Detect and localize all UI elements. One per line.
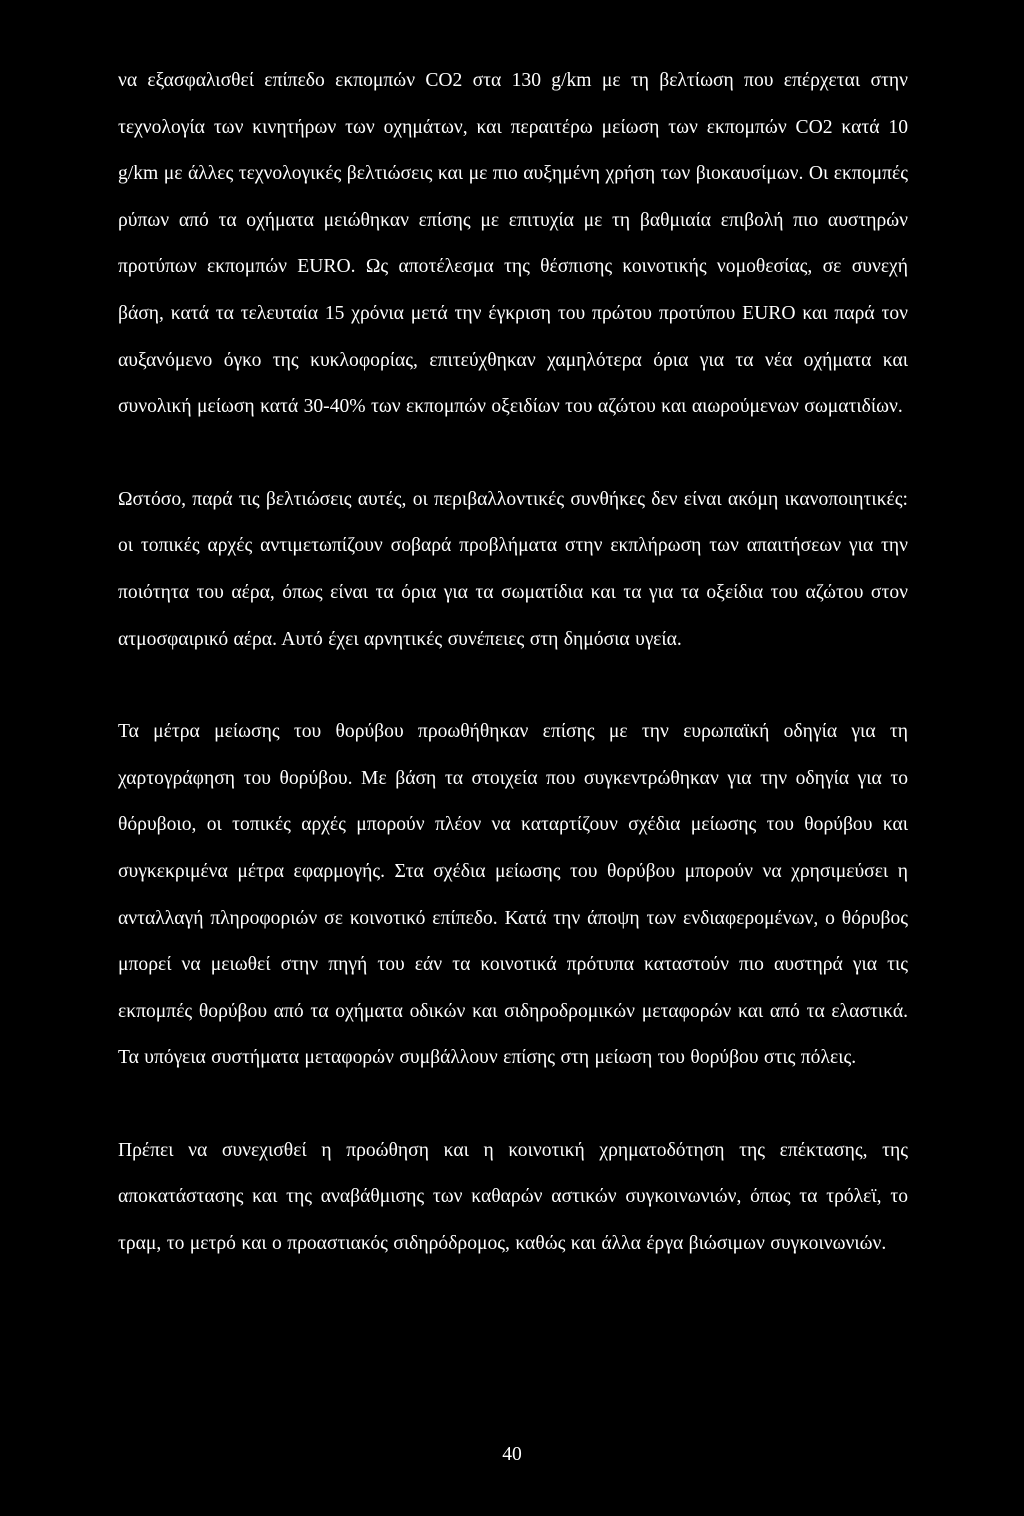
paragraph-noise: Τα μέτρα μείωσης του θορύβου προωθήθηκαν επίσης με την ευρωπαϊκή οδηγία για τη χαρτογράφηση του θορύβου. Με βάση τα στοιχεία που συγκεντρώθηκαν για την οδηγία για το θόρυβοιο, οι τοπικές αρχές μπορούν πλέον να καταρτίζουν σχέδια μείωσης του θορύβου και συγκεκριμένα μέτρα εφαρμογής. Στα σχέδια μείωσης του θορύβου μπορούν να χρησιμεύσει η ανταλλαγή πληροφοριών σε κοινοτικό επίπεδο. Κατά την άποψη των ενδιαφερομένων, ο θόρυβος μπορεί να μειωθεί στην πηγή του εάν τα κοινοτικά πρότυπα καταστούν πιο αυστηρά για τις εκπομπές θορύβου από τα οχήματα οδικών και σιδηροδρομικών μεταφορών και από τα ελαστικά. Τα υπόγεια συστήματα μεταφορών συμβάλλουν επίσης στη μείωση του θορύβου στις πόλεις. bbox=[118, 721, 908, 1069]
paragraph-emissions: να εξασφαλισθεί επίπεδο εκπομπών CO2 στα 130 g/km με τη βελτίωση που επέρχεται στην τεχνολογία των κινητήρων των οχημάτων, και περαιτέρω μείωση των εκπομπών CO2 κατά 10 g/km με άλλες τεχνολογικές βελτιώσεις και με πιο αυξημένη χρήση των βιοκαυσίμων. Οι εκπομπές ρύπων από τα οχήματα μειώθηκαν επίσης με επιτυχία με τη βαθμιαία επιβολή πιο αυστηρών προτύπων εκπομπών EURO. Ως αποτέλεσμα της θέσπισης κοινοτικής νομοθεσίας, σε συνεχή βάση, κατά τα τελευταία 15 χρόνια μετά την έγκριση του πρώτου προτύπου EURO και παρά τον αυξανόμενο όγκο της κυκλοφορίας, επιτεύχθηκαν χαμηλότερα όρια για τα νέα οχήματα και συνολική μείωση κατά 30-40% των εκπομπών οξειδίων του αζώτου και αιωρούμενων σωματιδίων. bbox=[118, 70, 908, 418]
page-number: 40 bbox=[502, 1444, 522, 1465]
paragraph-air-quality: Ωστόσο, παρά τις βελτιώσεις αυτές, οι περιβαλλοντικές συνθήκες δεν είναι ακόμη ικανοποιητικές: οι τοπικές αρχές αντιμετωπίζουν σοβαρά προβλήματα στην εκπλήρωση των απαιτήσεων για την ποιότητα του αέρα, όπως είναι τα όρια για τα σωματίδια και τα για τα οξείδια του αζώτου στον ατμοσφαιρικό αέρα. Αυτό έχει αρνητικές συνέπειες στη δημόσια υγεία. bbox=[118, 488, 908, 650]
document-body bbox=[118, 58, 908, 1268]
paragraph-public-transport: Πρέπει να συνεχισθεί η προώθηση και η κοινοτική χρηματοδότηση της επέκτασης, της αποκατάστασης και της αναβάθμισης των καθαρών αστικών συγκοινωνιών, όπως τα τρόλεϊ, το τραμ, το μετρό και ο προαστιακός σιδηρόδρομος, καθώς και άλλα έργα βιώσιμων συγκοινωνιών. bbox=[118, 1139, 908, 1255]
